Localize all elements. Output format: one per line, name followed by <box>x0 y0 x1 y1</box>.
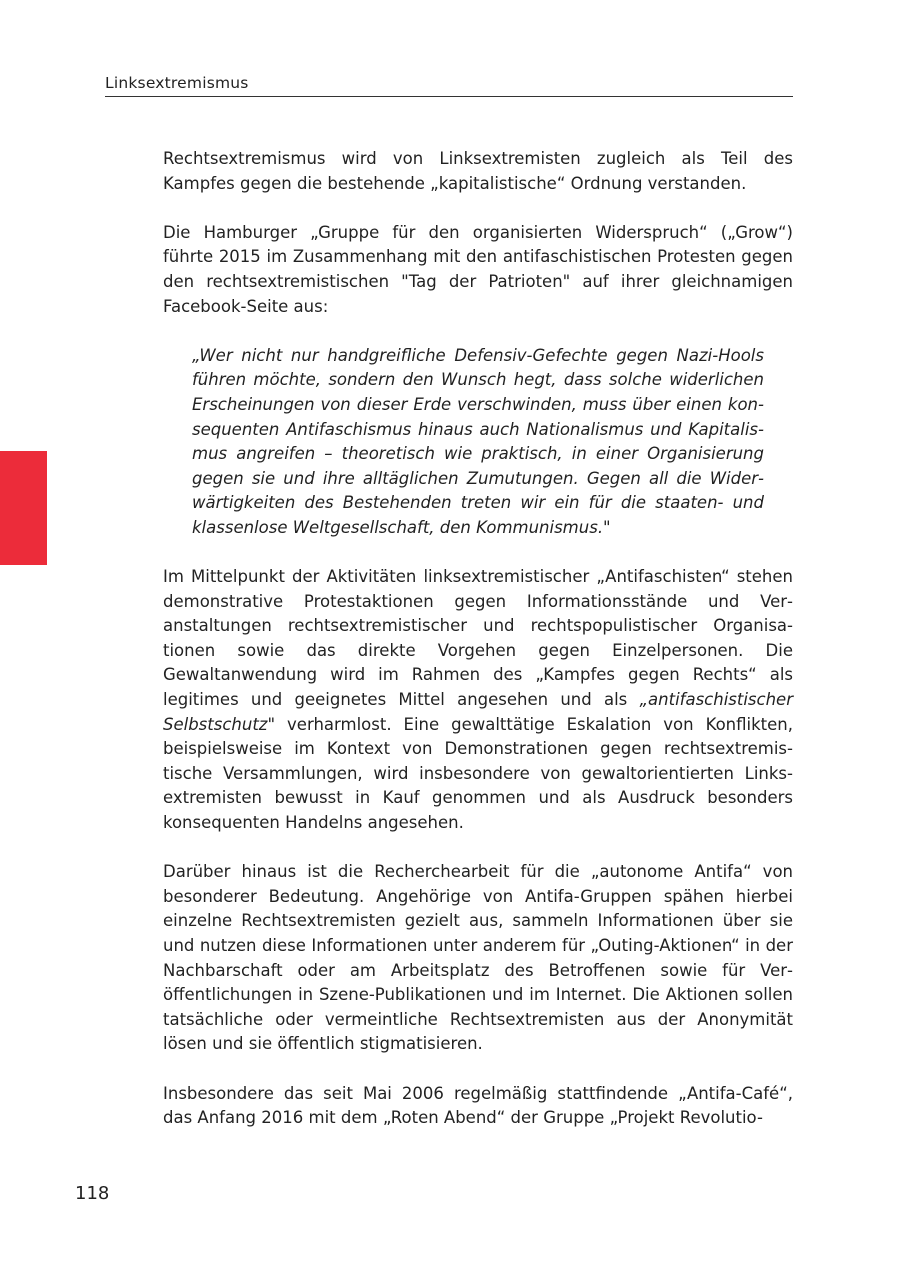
paragraph: Insbesondere das seit Mai 2006 regelmäßig stattfindende „Antifa-Café“, das Anfang 2016 mit dem „Roten Abend“ der Gruppe „Projekt Revolutio- <box>163 1083 793 1128</box>
paragraph: Darüber hinaus ist die Recherchearbeit für die „autonome Antifa“ von besonderer Bedeutung. Angehörige von Antifa-Gruppen spähen hierbei einzelne Rechtsextremisten gezielt aus, sammeln Informationen über sie und nutzen diese Informationen unter anderem für „Outing-Aktionen“ in der Nachbarschaft oder am Arbeitsplatz des Betroffenen sowie für Veröffentlichungen in Szene-Publikationen und im Internet. Die Aktionen sollen tatsächliche oder vermeintliche Rechtsextremisten aus der Anonymität lösen und sie öffentlich stigmatisieren. <box>163 862 793 1054</box>
paragraph <box>163 565 793 836</box>
emphasis-text: „antifaschistischer Selbstschutz" <box>163 690 793 734</box>
paragraph: Rechtsextremismus wird von Linksextremisten zugleich als Teil des Kampfes gegen die bestehende „kapitalistische“ Ordnung verstanden. <box>163 149 793 193</box>
paragraph-text: Im Mittelpunkt der Aktivitäten linksextremistischer „Antifaschisten“ stehen demonstrative Protestaktionen gegen Informationsstände und Veranstaltungen rechtsextremistischer und rechtspopulistischer Organisationen sowie das direkte Vorgehen gegen Einzelpersonen. Die Gewaltanwendung wird im Rahmen des „Kampfes gegen Rechts“ als legitimes und geeignetes Mittel angesehen und als <box>163 567 793 710</box>
body-text <box>163 147 793 1155</box>
running-header: Linksextremismus <box>105 74 793 97</box>
block-quote: „Wer nicht nur handgreifliche Defensiv-Gefechte gegen Nazi-Hools führen möchte, sondern den Wunsch hegt, dass solche widerlichen Erscheinungen von dieser Erde verschwinden, muss über einen konsequenten Antifaschismus hinaus auch Nationalismus und Kapitalismus angreifen – theoretisch wie praktisch, in einer Organisierung gegen sie und ihre alltäglichen Zumutungen. Gegen all die Widerwärtigkeiten des Bestehenden treten wir ein für die staaten- und klassenlose Weltgesellschaft, den Kommunismus." <box>192 345 764 537</box>
paragraph: Die Hamburger „Gruppe für den organisierten Widerspruch“ („Grow“) führte 2015 im Zusammenhang mit den antifaschistischen Protesten gegen den rechtsextremistischen "Tag der Patrioten" auf ihrer gleichnamigen Facebook-Seite aus: <box>163 222 793 316</box>
page-number: 118 <box>75 1183 110 1204</box>
chapter-color-tab <box>0 451 47 565</box>
paragraph-text: verharmlost. Eine gewalttätige Eskalation von Konflikten, beispielsweise im Kontext von Demonstrationen gegen rechtsextremistische Versammlungen, wird insbesondere von gewaltorientierten Linksextremisten bewusst in Kauf genommen und als Ausdruck besonders konsequenten Handelns angesehen. <box>163 714 793 833</box>
